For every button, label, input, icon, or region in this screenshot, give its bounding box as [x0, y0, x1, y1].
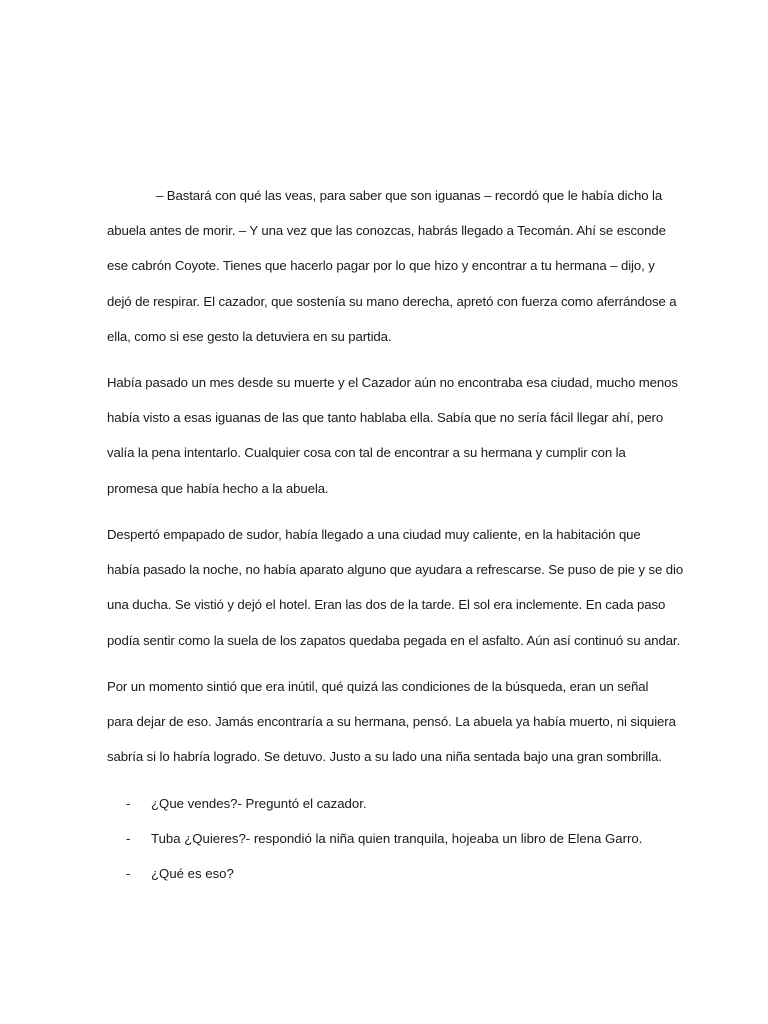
- paragraph-3: [107, 517, 684, 658]
- dialogue-dash: -: [126, 831, 131, 846]
- paragraph-line: abuela antes de morir. – Y una vez que las conozcas, habrás llegado a Tecomán. Ahí se esconde: [107, 223, 666, 239]
- paragraph-line: sabría si lo habría logrado. Se detuvo. Justo a su lado una niña sentada bajo una gran sombrilla.: [107, 749, 662, 765]
- paragraph-line: podía sentir como la suela de los zapatos quedaba pegada en el asfalto. Aún así continuó su andar.: [107, 632, 681, 648]
- paragraph-line: ese cabrón Coyote. Tienes que hacerlo pagar por lo que hizo y encontrar a tu hermana – dijo, y: [107, 258, 655, 274]
- dialogue-dash: -: [126, 866, 131, 881]
- paragraph-4: [107, 669, 676, 775]
- paragraph-line: – Bastará con qué las veas, para saber que son iguanas – recordó que le había dicho la: [156, 188, 663, 203]
- dialogue-line: [126, 794, 367, 814]
- paragraph-line: para dejar de eso. Jamás encontraría a su hermana, pensó. La abuela ya había muerto, ni siquiera: [107, 714, 676, 730]
- paragraph-line: ella, como si ese gesto la detuviera en su partida.: [107, 328, 392, 344]
- paragraph-2: [107, 365, 678, 506]
- paragraph-line: Despertó empapado de sudor, había llegado a una ciudad muy caliente, en la habitación que: [107, 527, 641, 542]
- dialogue-text: ¿Qué es eso?: [151, 866, 234, 881]
- dialogue-text: ¿Que vendes?- Preguntó el cazador.: [151, 796, 367, 811]
- dialogue-line: [126, 864, 234, 884]
- paragraph-line: promesa que había hecho a la abuela.: [107, 480, 329, 496]
- dialogue-text: Tuba ¿Quieres?- respondió la niña quien tranquila, hojeaba un libro de Elena Garro.: [151, 831, 643, 846]
- paragraph-line: una ducha. Se vistió y dejó el hotel. Eran las dos de la tarde. El sol era inclemente. En cada paso: [107, 597, 666, 613]
- paragraph-line: Por un momento sintió que era inútil, qué quizá las condiciones de la búsqueda, eran un señal: [107, 679, 649, 694]
- dialogue-dash: -: [126, 796, 131, 811]
- paragraph-line: había visto a esas iguanas de las que tanto hablaba ella. Sabía que no sería fácil llegar ahí, pero: [107, 410, 664, 426]
- paragraph-line: dejó de respirar. El cazador, que sostenía su mano derecha, apretó con fuerza como aferrándose a: [107, 293, 677, 309]
- paragraph-line: había pasado la noche, no había aparato alguno que ayudara a refrescarse. Se puso de pie y se dio: [107, 562, 684, 578]
- paragraph-1: [107, 178, 677, 354]
- paragraph-line: valía la pena intentarlo. Cualquier cosa con tal de encontrar a su hermana y cumplir con la: [107, 445, 626, 461]
- paragraph-line: Había pasado un mes desde su muerte y el Cazador aún no encontraba esa ciudad, mucho menos: [107, 375, 678, 390]
- dialogue-line: [126, 829, 642, 849]
